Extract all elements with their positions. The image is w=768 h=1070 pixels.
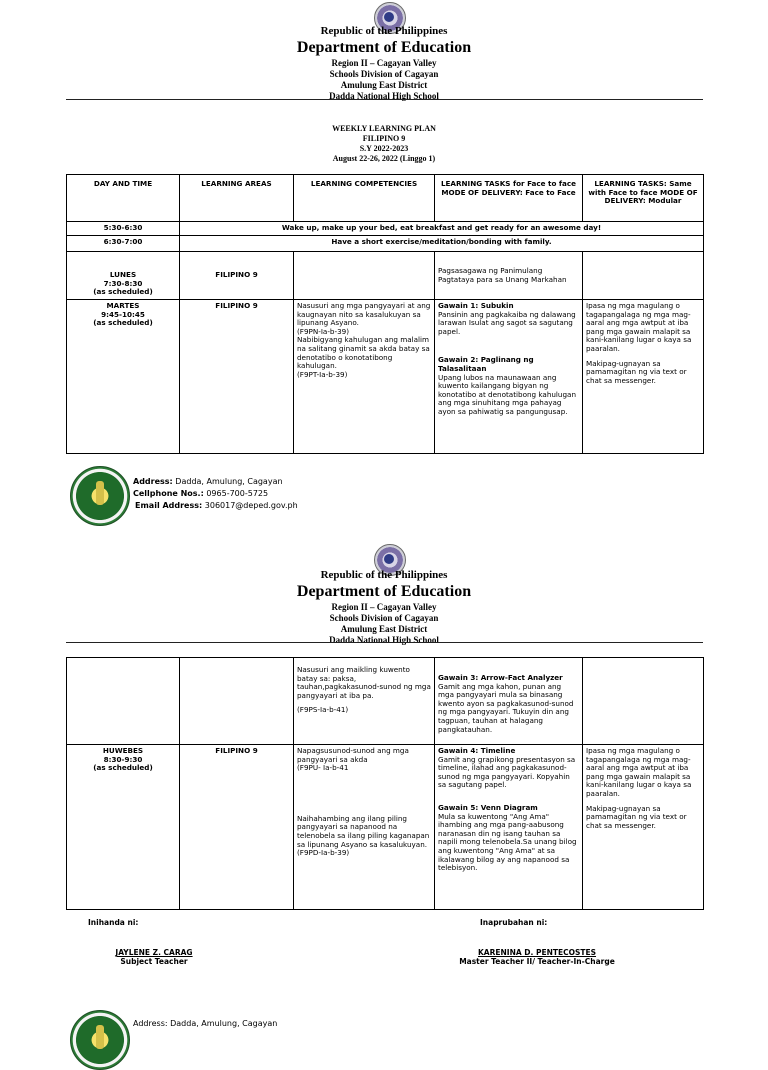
- lunes-day: LUNES: [109, 270, 137, 280]
- plan-dates: August 22-26, 2022 (Linggo 1): [332, 154, 436, 163]
- competency-text: Nabibigyang kahulugan ang malalim na salitang ginamit sa akda batay sa denotatibo o konotatibong kahulugan.: [297, 335, 430, 371]
- cont-modular-cell: [583, 658, 704, 745]
- activity-title: Gawain 2: Paglinang ng Talasalitaan: [438, 355, 534, 373]
- plan-title-block: [0, 124, 768, 164]
- huwebes-modular-cell: [583, 745, 704, 910]
- republic-line: Republic of the Philippines: [320, 25, 448, 37]
- region-line: Region II – Cagayan Valley: [331, 58, 437, 68]
- martes-day-cell: [67, 300, 180, 454]
- plan-subject: FILIPINO 9: [362, 134, 406, 143]
- header-tasks-modular: LEARNING TASKS: Same with Face to face MODE OF DELIVERY: Modular: [583, 175, 704, 222]
- competency-code: (F9PU- Ia-b-41: [297, 763, 349, 773]
- school-line: Dadda National High School: [329, 91, 439, 101]
- modular-text: Ipasa ng mga magulang o tagapangalaga ng mga mag-aaral ang mga awtput at iba pang mga gawain malapit sa kani-kanilang lugar o kaya sa paaralan.: [586, 301, 692, 353]
- head-title: Master Teacher II/ Teacher-In-Charge: [459, 957, 615, 966]
- teacher-name: JAYLENE Z. CARAG: [115, 948, 193, 957]
- prepared-by-label: Inihanda ni:: [88, 918, 139, 927]
- division-line: Schools Division of Cagayan: [329, 69, 439, 79]
- email-value: 306017@deped.gov.ph: [204, 501, 298, 510]
- email-label: Email Address:: [135, 501, 203, 510]
- huwebes-time: 8:30-9:30: [103, 754, 143, 764]
- cont-competency-cell: [294, 658, 435, 745]
- department-line: Department of Education: [296, 39, 472, 56]
- martes-competency-cell: [294, 300, 435, 454]
- huwebes-note: (as scheduled): [93, 763, 153, 773]
- district-line: Amulung East District: [340, 80, 428, 90]
- activity-title: Gawain 3: Arrow-Fact Analyzer: [438, 673, 563, 682]
- plan-title: WEEKLY LEARNING PLAN: [332, 124, 436, 133]
- letterhead: [0, 24, 768, 102]
- weekly-plan-table-2: [66, 657, 704, 910]
- competency-code: (F9PD-Ia-b-39): [297, 848, 350, 858]
- teacher-signature: [96, 948, 212, 966]
- school-logo-icon: [70, 466, 130, 526]
- routine-activity: Wake up, make up your bed, eat breakfast and get ready for an awesome day!: [180, 222, 704, 236]
- lunes-note: (as scheduled): [93, 287, 153, 297]
- cont-day-cell: [67, 658, 180, 745]
- address-value: Dadda, Amulung, Cagayan: [175, 477, 283, 486]
- cont-area-cell: [180, 658, 294, 745]
- huwebes-area: FILIPINO 9: [180, 745, 294, 910]
- address-label: Address:: [133, 477, 173, 486]
- letterhead: [0, 568, 768, 646]
- competency-text: Napagsusunod-sunod ang mga pangyayari sa akda: [297, 746, 409, 764]
- head-name: KARENINA D. PENTECOSTES: [477, 948, 597, 957]
- approved-by-label: Inaprubahan ni:: [480, 918, 548, 927]
- activity-title: Gawain 4: Timeline: [438, 746, 516, 755]
- activity-text: Pansinin ang pagkakaiba ng dalawang larawan Isulat ang sagot sa sagutang papel.: [438, 309, 576, 336]
- republic-line: Republic of the Philippines: [320, 569, 448, 581]
- school-line: Dadda National High School: [329, 635, 439, 645]
- lunes-modular-cell: [583, 252, 704, 300]
- header-competencies: LEARNING COMPETENCIES: [294, 175, 435, 222]
- competency-text: Nasusuri ang maikling kuwento batay sa: paksa, tauhan,pagkakasunod-sunod ng mga pangyayari at iba pa.: [297, 665, 431, 700]
- martes-day: MARTES: [106, 301, 140, 310]
- modular-text: Ipasa ng mga magulang o tagapangalaga ng mga mag-aaral ang mga awtput at iba pang mga gawain malapit sa kani-kanilang lugar o kaya sa paaralan.: [586, 746, 692, 798]
- activity-text: Upang lubos na maunawaan ang kuwento kailangang bigyan ng konotatibo at denotatibong kahulugan ang mga sinuhitang mga pahayag ayon sa pahiwatig sa pangungusap.: [438, 372, 577, 416]
- phone-label: Cellphone Nos.:: [133, 489, 204, 498]
- activity-title: Gawain 1: Subukin: [438, 301, 514, 310]
- lunes-competency-cell: [294, 252, 435, 300]
- modular-text: Makipag-ugnayan sa pamamagitan ng via text or chat sa messenger.: [586, 358, 687, 385]
- lunes-time: 7:30-8:30: [103, 278, 143, 288]
- header-divider: [66, 99, 703, 100]
- routine-activity: Have a short exercise/meditation/bonding with family.: [180, 236, 704, 252]
- school-logo-icon: [70, 1010, 130, 1070]
- activity-text: Gamit ang grapikong presentasyon sa timeline, ilahad ang pagkakasunod-sunod ng mga pangyayari. Kopyahin sa sagutang papel.: [438, 754, 576, 790]
- competency-text: Naihahambing ang ilang piling pangyayari sa napanood na telenobela sa ilang piling kaganapan sa lipunang Asyano sa kasalukuyan.: [297, 813, 430, 849]
- huwebes-competency-cell: [294, 745, 435, 910]
- martes-note: (as scheduled): [93, 318, 153, 328]
- huwebes-task-cell: [435, 745, 583, 910]
- header-tasks-face: LEARNING TASKS for Face to face MODE OF DELIVERY: Face to Face: [435, 175, 583, 222]
- routine-time: 6:30-7:00: [67, 236, 180, 252]
- martes-modular-cell: [583, 300, 704, 454]
- activity-text: Gamit ang mga kahon, punan ang mga pangyayari mula sa binasang kwento ayon sa pagkakasunod-sunod ng mga pangyayari. Tukuyin din ang tagpuan, tauhan at halagang pangkatauhan.: [438, 681, 574, 734]
- division-line: Schools Division of Cagayan: [329, 613, 439, 623]
- martes-task-cell: [435, 300, 583, 454]
- header-divider: [66, 642, 703, 643]
- competency-code: (F9PT-Ia-b-39): [297, 369, 348, 379]
- address-partial: Address: Dadda, Amulung, Cagayan: [133, 1019, 278, 1028]
- competency-code: (F9PS-Ia-b-41): [297, 705, 349, 715]
- department-line: Department of Education: [296, 583, 472, 600]
- plan-school-year: S.Y 2022-2023: [359, 144, 409, 153]
- head-signature: [440, 948, 634, 966]
- activity-text: Mula sa kuwentong "Ang Ama" ihambing ang mga pang-aabusong naranasan din ng isang tauhan sa napili mong telenobela.Sa unang bilog ang kuwentong "Ang Ama" at sa ikalawang bilog ay ang napanood sa telebisyon.: [438, 811, 577, 873]
- huwebes-day-cell: [67, 745, 180, 910]
- huwebes-day: HUWEBES: [102, 746, 144, 755]
- region-line: Region II – Cagayan Valley: [331, 602, 437, 612]
- modular-text: Makipag-ugnayan sa pamamagitan ng via text or chat sa messenger.: [586, 803, 687, 830]
- cont-task-cell: [435, 658, 583, 745]
- martes-area: FILIPINO 9: [180, 300, 294, 454]
- weekly-plan-table-1: [66, 174, 704, 454]
- lunes-area: FILIPINO 9: [180, 252, 294, 300]
- header-learning-areas: LEARNING AREAS: [180, 175, 294, 222]
- routine-time: 5:30-6:30: [67, 222, 180, 236]
- header-day-time: DAY AND TIME: [67, 175, 180, 222]
- competency-text: Nasusuri ang mga pangyayari at ang kaugnayan nito sa kasalukuyan sa lipunang Asyano.: [297, 301, 431, 328]
- lunes-task: Pagsasagawa ng Panimulang Pagtataya para sa Unang Markahan: [435, 252, 583, 300]
- lunes-day-cell: [67, 252, 180, 300]
- phone-value: 0965-700-5725: [206, 489, 269, 498]
- contact-block: [133, 476, 298, 512]
- teacher-title: Subject Teacher: [120, 957, 188, 966]
- activity-title: Gawain 5: Venn Diagram: [438, 802, 538, 812]
- competency-code: (F9PN-Ia-b-39): [297, 326, 350, 336]
- contact-block-partial: [133, 1018, 277, 1030]
- martes-time: 9:45-10:45: [101, 309, 145, 319]
- district-line: Amulung East District: [340, 624, 428, 634]
